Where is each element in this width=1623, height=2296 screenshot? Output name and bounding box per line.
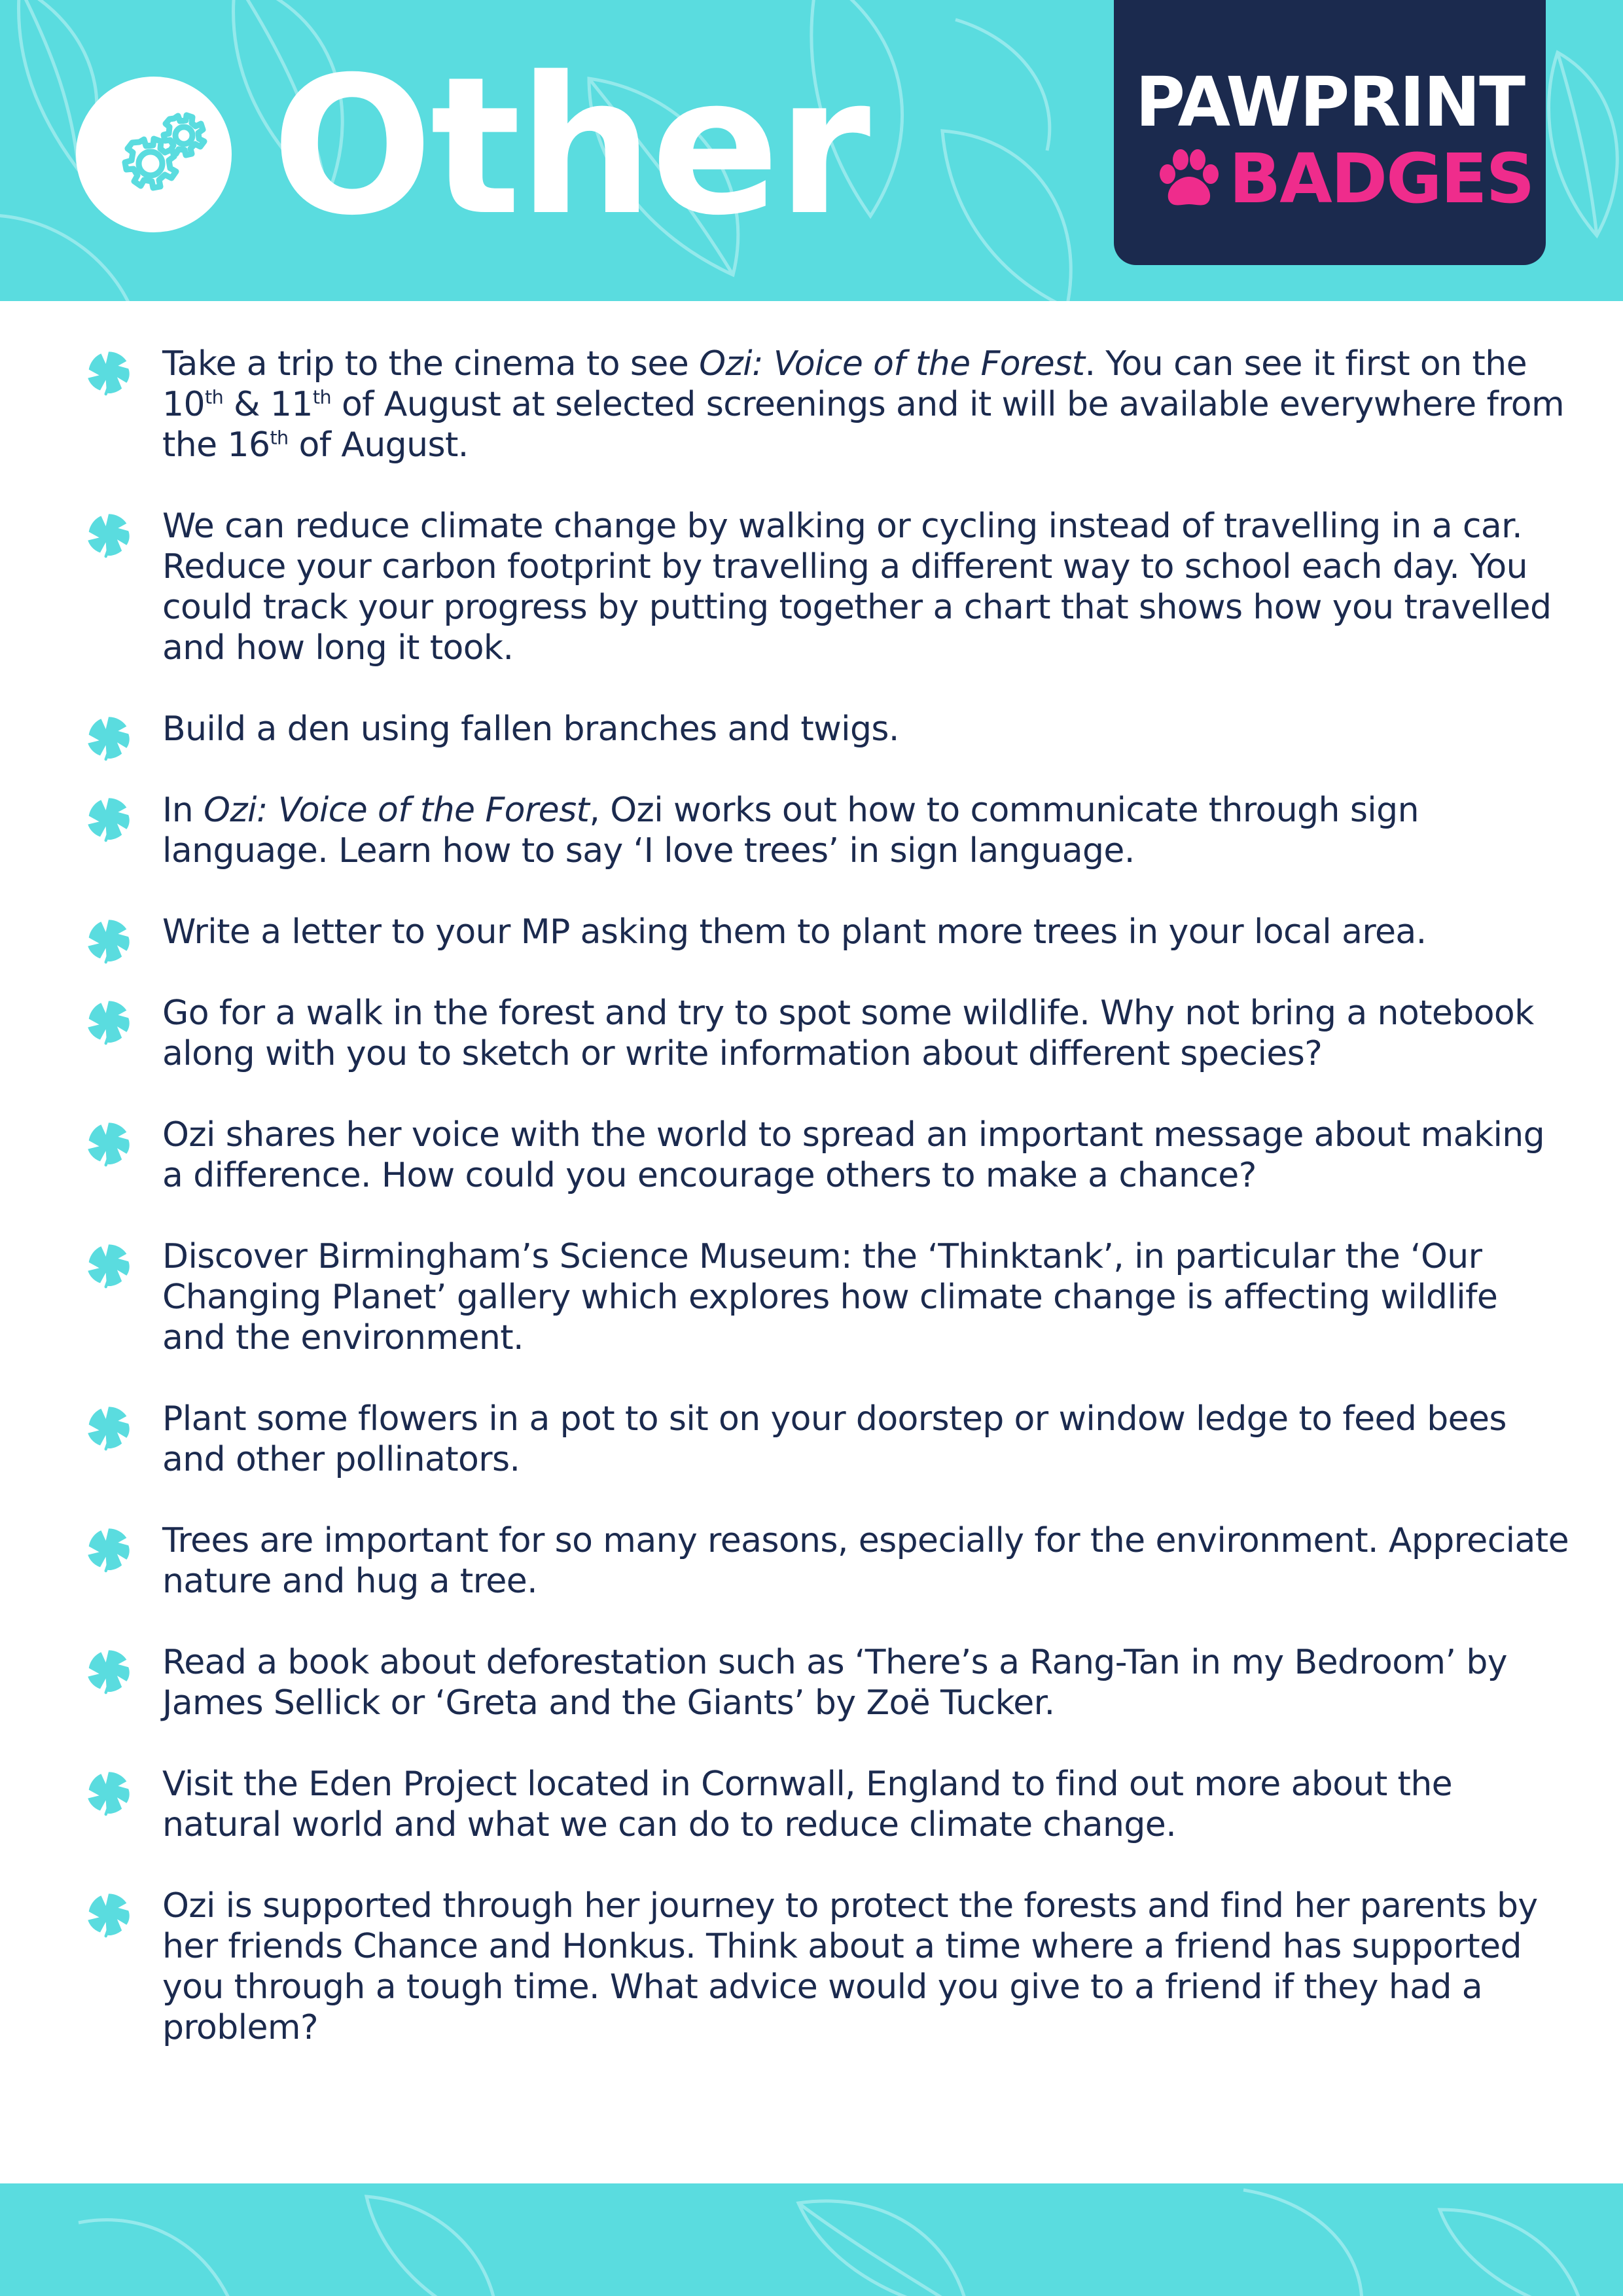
monstera-leaf-icon xyxy=(85,1242,132,1289)
list-item xyxy=(0,1764,1623,1845)
category-icon-circle xyxy=(76,77,232,232)
activity-text: Write a letter to your MP asking them to plant more trees in your local area. xyxy=(162,912,1427,952)
activity-text: Build a den using fallen branches and twigs. xyxy=(162,709,899,749)
monstera-leaf-icon xyxy=(85,917,132,964)
list-item xyxy=(0,1520,1623,1602)
activity-text: Take a trip to the cinema to see Ozi: Voice of the Forest. You can see it first on the 10th & 11th of August at selected screenings and it will be available everywhere from the 16th of August. xyxy=(162,344,1565,465)
list-item xyxy=(0,790,1623,871)
film-title: Ozi: Voice of the Forest xyxy=(699,344,1085,384)
monstera-leaf-icon xyxy=(85,1120,132,1167)
footer-banner xyxy=(0,2183,1623,2296)
activity-text: Discover Birmingham’s Science Museum: the ‘Thinktank’, in particular the ‘Our Changing Planet’ gallery which explores how climate change is affecting wildlife and the environment. xyxy=(162,1237,1498,1357)
monstera-leaf-icon xyxy=(85,1526,132,1573)
monstera-leaf-icon xyxy=(85,1404,132,1451)
activity-text: We can reduce climate change by walking or cycling instead of travelling in a car. Reduce your carbon footprint by travelling a different way to school each day. You could track your progress by putting together a chart that shows how you travelled and how long it took. xyxy=(162,507,1552,668)
monstera-leaf-icon xyxy=(85,714,132,761)
activity-text: Ozi shares her voice with the world to spread an important message about making a difference. How could you encourage others to make a chance? xyxy=(162,1115,1545,1195)
list-item xyxy=(0,1886,1623,2048)
monstera-leaf-icon xyxy=(85,998,132,1045)
list-item xyxy=(0,912,1623,952)
header-banner xyxy=(0,0,1623,301)
film-title: Ozi: Voice of the Forest xyxy=(204,791,590,830)
activity-text: Visit the Eden Project located in Cornwall, England to find out more about the natural world and what we can do to reduce climate change. xyxy=(162,1765,1453,1844)
list-item xyxy=(0,1642,1623,1723)
activity-text: Ozi is supported through her journey to protect the forests and find her parents by her friends Chance and Honkus. Think about a time where a friend has supported you through a tough time. What advice would you give to a friend if they had a problem? xyxy=(162,1886,1538,2047)
logo-text-badges: BADGES xyxy=(1229,139,1534,219)
activity-text: Go for a walk in the forest and try to spot some wildlife. Why not bring a notebook along with you to sketch or write information about different species? xyxy=(162,994,1534,1073)
activity-text: Plant some flowers in a pot to sit on your doorstep or window ledge to feed bees and other pollinators. xyxy=(162,1399,1507,1479)
list-item xyxy=(0,1399,1623,1480)
monstera-leaf-icon xyxy=(85,1647,132,1695)
activity-text: In Ozi: Voice of the Forest, Ozi works out how to communicate through sign language. Learn how to say ‘I love trees’ in sign language. xyxy=(162,791,1419,870)
activity-text: Trees are important for so many reasons, especially for the environment. Appreciate nature and hug a tree. xyxy=(162,1521,1569,1601)
activity-list xyxy=(0,344,1623,2089)
page-title: Other xyxy=(272,37,868,257)
monstera-leaf-icon xyxy=(85,1769,132,1816)
monstera-leaf-icon xyxy=(85,511,132,558)
gears-icon xyxy=(76,77,232,232)
list-item xyxy=(0,1115,1623,1196)
list-item xyxy=(0,709,1623,749)
list-item xyxy=(0,1236,1623,1358)
list-item xyxy=(0,344,1623,465)
logo-text-pawprint: PAWPRINT xyxy=(1135,62,1525,142)
leaf-pattern-background xyxy=(0,2183,1623,2296)
monstera-leaf-icon xyxy=(85,1891,132,1938)
monstera-leaf-icon xyxy=(85,795,132,842)
list-item xyxy=(0,993,1623,1074)
monstera-leaf-icon xyxy=(85,349,132,396)
activity-text: Read a book about deforestation such as ‘There’s a Rang-Tan in my Bedroom’ by James Sellick or ‘Greta and the Giants’ by Zoë Tucker. xyxy=(162,1643,1507,1723)
list-item xyxy=(0,506,1623,668)
logo-bottom-row xyxy=(1153,139,1534,219)
paw-icon xyxy=(1153,143,1225,215)
pawprint-badges-logo xyxy=(1114,0,1546,265)
